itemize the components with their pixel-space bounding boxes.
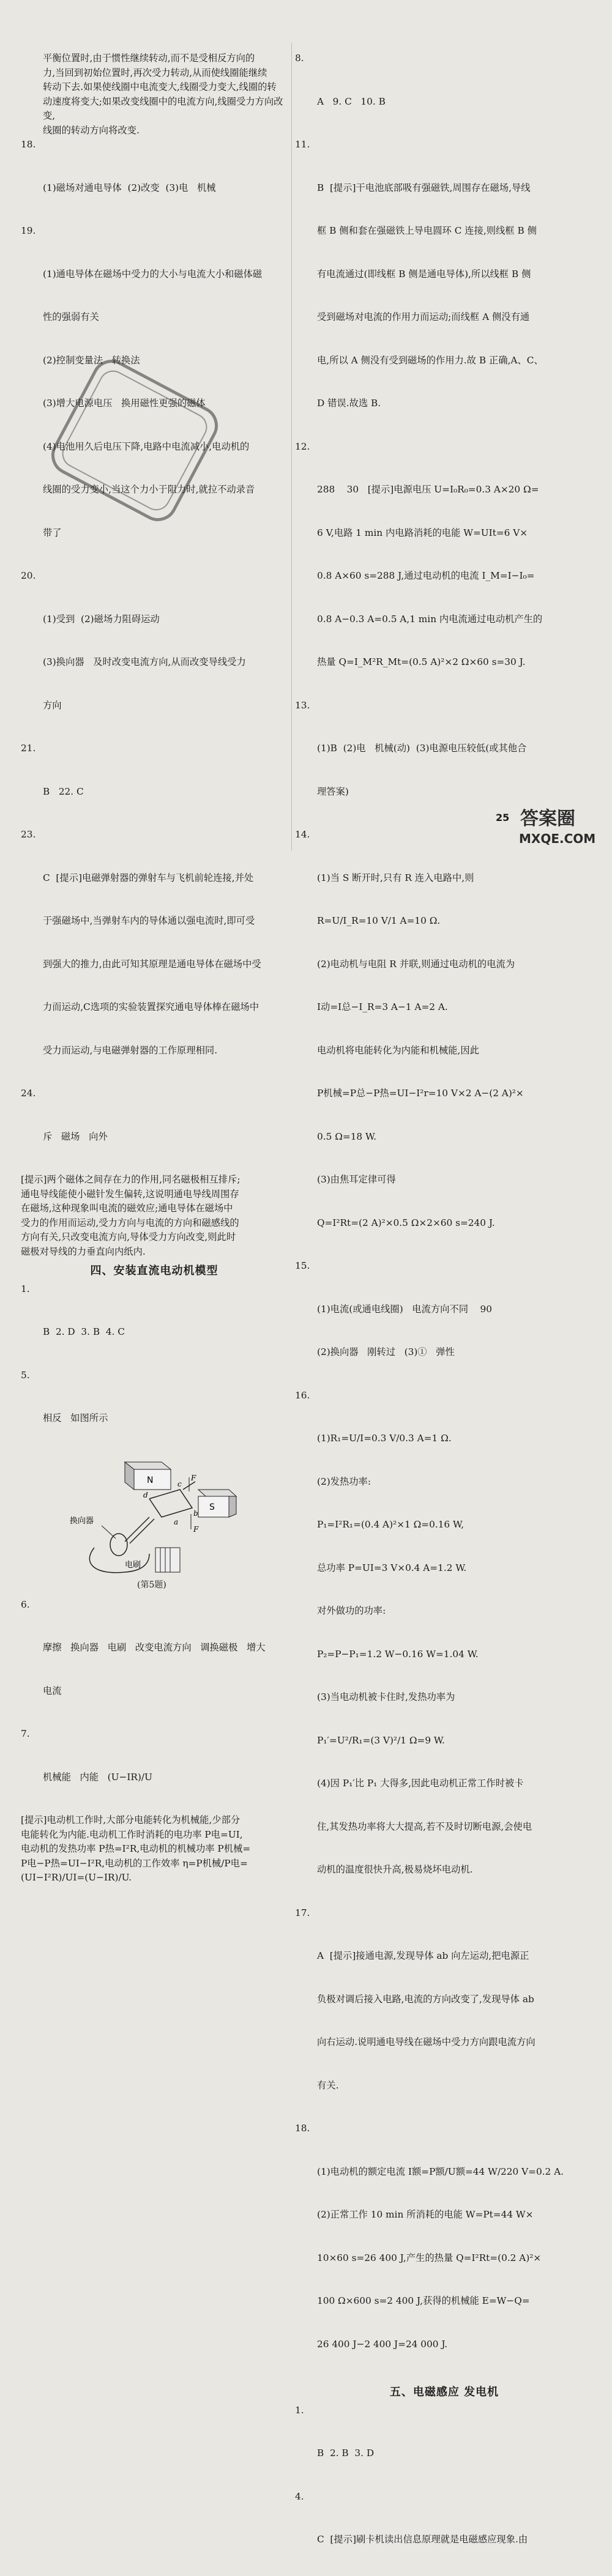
text-line: 带了 [43,527,62,538]
answer-item-18b [295,2121,594,2380]
item-number: 20. [21,570,36,581]
text-line: I动=I总−I_R=3 A−1 A=2 A. [317,1001,448,1012]
text-line: R=U/I_R=10 V/1 A=10 Ω. [317,915,441,926]
north-magnet [125,1462,171,1490]
text-line: 288 30 [提示]电源电压 U=I₀R₀=0.3 A×20 Ω= [317,484,539,495]
column-divider [291,43,292,850]
label-f1: F [191,1473,196,1482]
text-line: 摩擦 换向器 电刷 改变电流方向 调换磁极 增大 [43,1642,266,1653]
text-line: (4)因 P₁′比 P₁ 大得多,因此电动机正常工作时被卡 [317,1778,524,1789]
right-column [295,51,594,2576]
text-line: C [提示]刷卡机读出信息原理就是电磁感应现象.由 [317,2534,528,2545]
text-line: 通电导线能使小磁针发生偏转,这说明通电导线周围存 [21,1188,239,1200]
left-column [21,51,288,1885]
text-line: 电动机的发热功率 P热=I²R,电动机的机械功率 P机械= [21,1843,251,1854]
text-line: B 2. D 3. B 4. C [43,1326,125,1337]
item-number: 4. [295,2490,304,2502]
answer-item-1-4 [21,1282,288,1368]
watermark-logo [496,801,596,856]
answer-item-6 [21,1598,288,1728]
text-line: (1)B (2)电 机械(动) (3)电源电压较低(或其他合 [317,743,527,754]
text-line: 动机的温度很快升高,极易烧坏电动机. [317,1864,473,1875]
text-line: 方向 [43,699,62,711]
text-line: 热量 Q=I_M²R_Mt=(0.5 A)²×2 Ω×60 s=30 J. [317,656,526,667]
text-line: 负极对调后接入电路,电流的方向改变了,发现导体 ab [317,1993,534,2005]
text-line: 电流 [43,1685,62,1696]
answer-item-16 [295,1389,594,1906]
item-number: 21. [21,743,36,754]
answer-item-14 [295,828,594,1259]
text-line: (3)增大电源电压 换用磁性更强的磁体 [43,398,206,409]
section-title-5: 五、电磁感应 发电机 [389,2386,499,2399]
motor-figure [21,1456,288,1597]
hint-7 [21,1813,288,1885]
text-line: (UI−I²R)/UI=(U−IR)/U. [21,1872,132,1883]
answer-item-15 [295,1259,594,1389]
text-line: 10×60 s=26 400 J,产生的热量 Q=I²Rt=(0.2 A)²× [317,2252,542,2263]
text-line: 方向有关,只改变电流方向,导体受力方向改变,则此时 [21,1231,236,1242]
text-line: 相反 如图所示 [43,1412,108,1423]
text-line: 0.8 A×60 s=288 J,通过电动机的电流 I_M=I−I₀= [317,570,535,581]
text-line: P电−P热=UI−I²R,电动机的工作效率 η=P机械/P电= [21,1857,248,1869]
text-line: D 错误.故选 B. [317,398,381,409]
text-line: [提示]电动机工作时,大部分电能转化为机械能,少部分 [21,1814,241,1825]
text-line: P₁′=U²/R₁=(3 V)²/1 Ω=9 W. [317,1734,445,1746]
text-line: 力而运动,C选项的实验装置探究通电导体棒在磁场中 [43,1001,259,1012]
text-line: (1)电流(或通电线圈) 电流方向不同 90 [317,1303,492,1315]
text-line: (1)通电导体在磁场中受力的大小与电流大小和磁体磁 [43,268,263,280]
label-c: c [177,1479,182,1488]
item-number: 8. [295,53,304,64]
label-d: d [143,1490,148,1499]
label-a: a [174,1517,179,1526]
text-line: C [提示]电磁弹射器的弹射车与飞机前轮连接,并处 [43,872,254,883]
text-line: (3)当电动机被卡住时,发热功率为 [317,1691,455,1702]
text-line: 机械能 内能 (U−IR)/U [43,1771,152,1783]
page-number: 25 [496,812,510,823]
text-line: 向右运动.说明通电导线在磁场中受力方向跟电流方向 [317,2036,536,2047]
item-number: 14. [295,829,310,840]
text-line: P₁=I²R₁=(0.4 A)²×1 Ω=0.16 W, [317,1519,464,1530]
text-line: B 22. C [43,785,84,797]
text-line: 受力而运动,与电磁弹射器的工作原理相同. [43,1044,218,1056]
text-line: 住,其发热功率将大大提高,若不及时切断电源,会使电 [317,1821,532,1832]
text-line: (1)磁场对通电导体 (2)改变 (3)电 机械 [43,182,216,193]
section-title-4: 四、安装直流电动机模型 [90,1264,218,1277]
item-number: 6. [21,1598,30,1610]
label-brush: 电刷 [125,1560,141,1570]
text-line: [提示]两个磁体之间存在力的作用,同名磁极相互排斥; [21,1174,241,1185]
item-number: 1. [21,1283,30,1294]
label-b: b [193,1509,198,1518]
text-line: 100 Ω×600 s=2 400 J,获得的机械能 E=W−Q= [317,2295,530,2306]
item-number: 15. [295,1260,310,1271]
text-line: (1)受到 (2)磁场力阻碍运动 [43,613,160,625]
text-line: 理答案) [317,785,349,797]
text-line: 在磁场,这种现象叫电流的磁效应;通电导体在磁场中 [21,1203,233,1214]
text-line: 26 400 J−2 400 J=24 000 J. [317,2338,448,2350]
intro-paragraph [21,51,288,138]
label-s: S [209,1502,215,1512]
text-line: A 9. C 10. B [317,95,386,107]
text-line: (2)控制变量法 转换法 [43,354,140,366]
text-line: 线圈的受力变小,当这个力小于阻力时,就拉不动录音 [43,484,255,495]
text-line: 线圈的转动方向将改变. [43,124,140,136]
answer-item-8 [295,51,594,138]
text-line: (2)换向器 刚转过 (3)① 弹性 [317,1346,455,1357]
text-line: 电,所以 A 侧没有受到磁场的作用力.故 B 正确,A、C、 [317,354,543,366]
answer-item-11 [295,138,594,440]
answer-item-23 [21,828,288,1086]
text-line: 受力的作用而运动,受力方向与电流的方向和磁感线的 [21,1217,239,1228]
answer-item-5 [21,1368,288,1455]
south-magnet [198,1490,236,1517]
item-number: 19. [21,225,36,236]
text-line: (2)发热功率: [317,1475,371,1487]
text-line: (1)当 S 断开时,只有 R 连入电路中,则 [317,872,474,883]
text-line: A [提示]接通电源,发现导体 ab 向左运动,把电源正 [317,1950,529,1961]
text-line: 力,当回到初始位置时,再次受力转动,从而使线圈能继续 [43,67,267,78]
item-number: 7. [21,1728,30,1739]
item-number: 5. [21,1369,30,1381]
text-line: 框 B 侧和套在强磁铁上导电圆环 C 连接,则线框 B 侧 [317,225,537,236]
coil [125,1479,195,1543]
answer-item-s5-4 [295,2490,594,2576]
text-line: P机械=P总−P热=UI−I²r=10 V×2 A−(2 A)²× [317,1088,524,1099]
label-f2: F [193,1524,199,1534]
text-line: (2)电动机与电阻 R 并联,则通过电动机的电流为 [317,958,515,970]
text-line: 电动机将电能转化为内能和机械能,因此 [317,1044,479,1056]
text-line: (3)由焦耳定律可得 [317,1174,396,1185]
watermark-text: 答案圈 [520,808,575,830]
text-line: 转动下去.如果使线圈中电流变大,线圈受力变大,线圈的转 [43,81,277,92]
text-line: 总功率 P=UI=3 V×0.4 A=1.2 W. [317,1562,467,1573]
item-number: 16. [295,1389,310,1401]
item-number: 17. [295,1907,310,1918]
text-line: 有关. [317,2079,339,2091]
text-line: 性的强弱有关 [43,311,99,322]
answer-item-21 [21,741,288,828]
text-line: B 2. B 3. D [317,2448,375,2459]
text-line: 对外做功的功率: [317,1605,386,1616]
text-line: 动速度将变大;如果改变线圈中的电流方向,线圈受力方向改变, [43,95,283,121]
item-number: 18. [295,2123,310,2134]
item-number: 23. [21,829,36,840]
item-number: 1. [295,2404,304,2416]
text-line: 磁极对导线的力垂直向内纸内. [21,1245,146,1257]
answer-item-12 [295,440,594,699]
text-line: 到强大的推力,由此可知其原理是通电导体在磁场中受 [43,958,261,970]
answer-item-20 [21,569,288,741]
battery [155,1548,180,1572]
item-number: 11. [295,139,310,150]
answer-item-s5-1 [295,2403,594,2490]
answer-item-24 [21,1086,288,1173]
label-commutator: 换向器 [70,1516,94,1526]
text-line: 0.5 Ω=18 W. [317,1130,376,1142]
text-line: (1)R₁=U/I=0.3 V/0.3 A=1 Ω. [317,1433,452,1444]
label-n: N [147,1475,154,1485]
text-line: P₂=P−P₁=1.2 W−0.16 W=1.04 W. [317,1648,479,1660]
text-line: 受到磁场对电流的作用力而运动;而线框 A 侧没有通 [317,311,530,322]
answer-item-18 [21,138,288,224]
text-line: 平衡位置时,由于惯性继续转动,而不是受相反方向的 [43,53,255,64]
text-line: 0.8 A−0.3 A=0.5 A,1 min 内电流通过电动机产生的 [317,613,543,625]
item-number: 13. [295,699,310,711]
watermark-url: MXQE.COM [519,831,596,846]
text-line: 于强磁场中,当弹射车内的导体通以强电流时,即可受 [43,915,255,926]
text-line: 斥 磁场 向外 [43,1130,108,1142]
item-number: 24. [21,1088,36,1099]
text-line: B [提示]干电池底部吸有强磁铁,周围存在磁场,导线 [317,182,531,193]
figure-caption: (第5题) [137,1579,166,1590]
item-number: 12. [295,440,310,452]
text-line: 有电流通过(即线框 B 侧是通电导体),所以线框 B 侧 [317,268,531,280]
text-line: 电能转化为内能.电动机工作时消耗的电功率 P电=UI, [21,1828,243,1840]
item-number: 18. [21,139,36,150]
text-line: Q=I²Rt=(2 A)²×0.5 Ω×2×60 s=240 J. [317,1217,495,1228]
text-line: (3)换向器 及时改变电流方向,从而改变导线受力 [43,656,246,667]
text-line: (4)电池用久后电压下降,电路中电流减小,电动机的 [43,440,250,452]
motor-diagram [58,1456,241,1578]
text-line: (2)正常工作 10 min 所消耗的电能 W=Pt=44 W× [317,2209,534,2220]
text-line: 6 V,电路 1 min 内电路消耗的电能 W=UIt=6 V× [317,527,528,538]
answer-item-7 [21,1727,288,1813]
answer-item-17 [295,1906,594,2122]
answer-item-19 [21,224,288,569]
text-line: (1)电动机的额定电流 I额=P额/U额=44 W/220 V=0.2 A. [317,2166,564,2177]
